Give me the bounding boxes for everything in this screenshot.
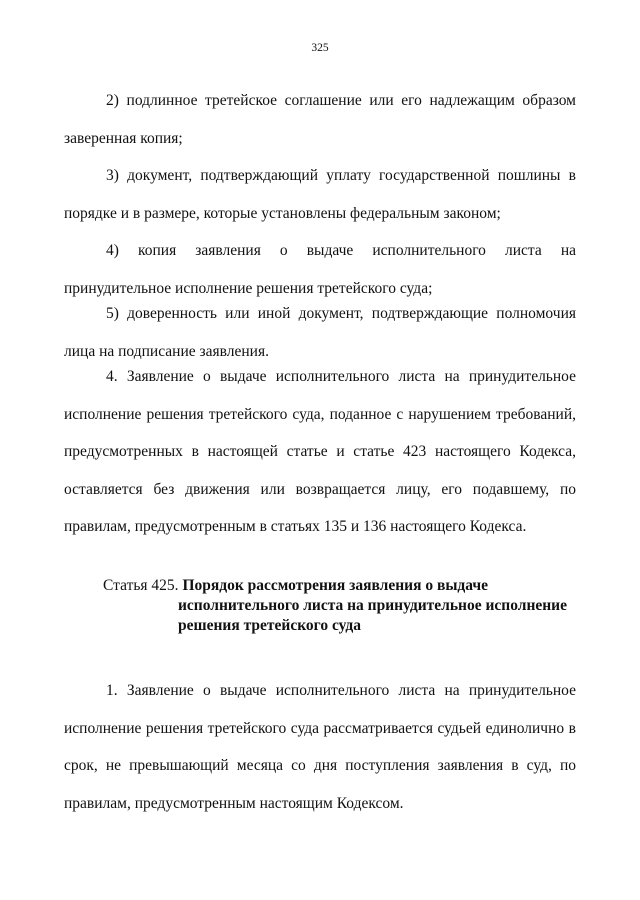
paragraph-item-5: 5) доверенность или иной документ, подтверждающие полномочия лица на подписание заявления.	[64, 305, 576, 360]
article-number: Статья 425.	[103, 577, 179, 594]
article-heading	[103, 576, 583, 636]
paragraph-section-4: 4. Заявление о выдаче исполнительного листа на принудительное исполнение решения третейского суда, поданное с нарушением требований, предусмотренных в настоящей статье и статье 423 настоящего Кодекса, оставляется без движения или возвращается лицу, его подавшему, по правилам, предусмотренным в статьях 135 и 136 настоящего Кодекса.	[64, 368, 576, 535]
paragraph-item-3: 3) документ, подтверждающий уплату государственной пошлины в порядке и в размере, которые установлены федеральным законом;	[64, 167, 576, 222]
article-title-line-1: Порядок рассмотрения заявления о выдаче	[182, 577, 489, 594]
article-title-line-3: решения третейского суда	[178, 617, 361, 634]
paragraph-article-425-section-1: 1. Заявление о выдаче исполнительного листа на принудительное исполнение решения третейского суда рассматривается судьей единолично в срок, не превышающий месяца со дня поступления заявления в суд, по правилам, предусмотренным настоящим Кодексом.	[64, 682, 576, 812]
page-number: 325	[311, 42, 329, 54]
article-title-line-2: исполнительного листа на принудительное исполнение	[178, 597, 567, 614]
paragraph-item-4: 4) копия заявления о выдаче исполнительного листа на принудительное исполнение решения третейского суда;	[64, 242, 576, 297]
paragraph-item-2: 2) подлинное третейское соглашение или его надлежащим образом заверенная копия;	[64, 92, 576, 147]
